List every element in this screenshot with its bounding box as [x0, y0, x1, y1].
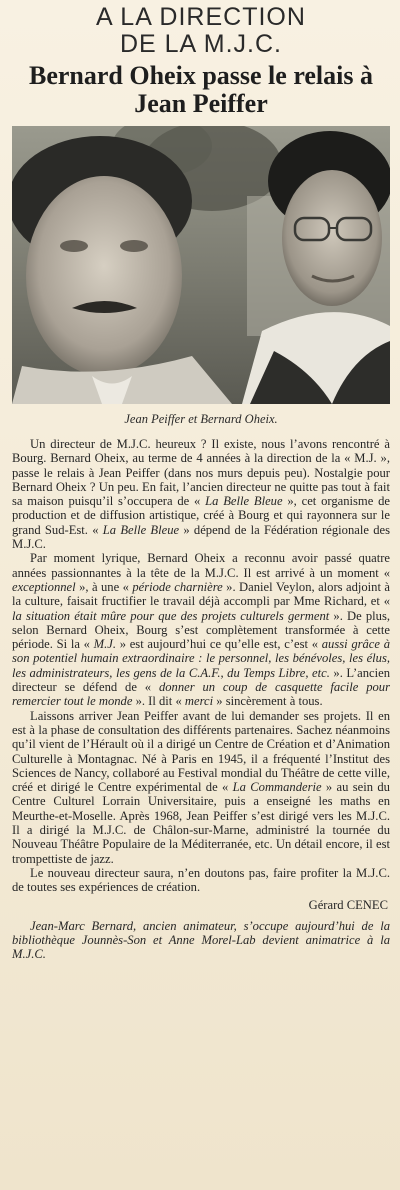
paragraph-2: Par moment lyrique, Bernard Oheix a reconnu avoir passé quatre années passionnantes à la tête de la M.J.C. Il est arrivé à un moment « exceptionnel », à une « période charnière ». Daniel Veylon, alors adjoint à la culture, faisait fructifier le travail déjà accompli par Mme Richard, et « la situation était mûre pour que des projets culturels germent ». De plus, selon Bernard Oheix, Bourg s’est complètement transformée à cette période. Si la « M.J. » est aujourd’hui ce qu’elle est, c’est « aussi grâce à son potentiel humain extraordinaire : le personnel, les bénévoles, les élus, les administrateurs, les gens de la C.A.F., du Temps Libre, etc. ». L’ancien directeur se défend de « donner un coup de casquette facile pour remercier tout le monde ». Il dit « merci » sincèrement à tous.: [12, 551, 390, 709]
photo-caption: Jean Peiffer et Bernard Oheix.: [124, 412, 278, 426]
quoted-phrase: merci: [184, 694, 214, 709]
paragraph-3: Laissons arriver Jean Peiffer avant de lui demander ses projets. Il en est à la phase de consultation des différents partenaires. Sachez néanmoins qu’il vient de l’Hérault où il a dirigé un Centre de Création et d’Animation Culturelle à Montagnac. Né à Paris en 1945, il a fréquenté l’Institut des Sciences de Nancy, collaboré au Festival mondial du Théâtre de cette ville, créé et dirigé le Centre expérimental de « La Commanderie » au sein du Centre Culturel Lorrain Universitaire, puis a enseigné les maths en Meurthe-et-Moselle. Après 1968, Jean Peiffer s’est dirigé vers les M.J.C. Il a dirigé la M.J.C. de Châlon-sur-Marne, administré la tournée du Nouveau Théâtre Populaire de la Méditerranée, etc. Un détail encore, il est trompettiste de jazz.: [12, 708, 390, 866]
quoted-phrase: donner un coup de casquette facile pour remercier tout le monde: [12, 680, 390, 709]
quoted-phrase: la situation était mûre pour que des projets culturels germent: [12, 608, 330, 623]
quoted-phrase: aussi grâce à son potentiel humain extraordinaire : le personnel, les bénévoles, les élus, les administrateurs, les gens de la C.A.F., du Temps Libre, etc.: [12, 637, 390, 680]
paragraph-4: Le nouveau directeur saura, n’en doutons pas, faire profiter la M.J.C. de toutes ses expériences de création.: [12, 865, 390, 895]
author-signature: Gérard CENEC: [308, 897, 388, 912]
quoted-phrase: La Belle Bleue: [102, 522, 180, 537]
kicker-line-1: A LA DIRECTION: [96, 3, 306, 31]
headline: Bernard Oheix passe le relais à Jean Peiffer: [28, 61, 373, 118]
paragraph-1: Un directeur de M.J.C. heureux ? Il existe, nous l’avons rencontré à Bourg. Bernard Oheix, au terme de 4 années à la direction de la « M.J. », passe le relais à Jean Peiffer (dans nos murs depuis peu). Nostalgie pour Bernard Oheix ? Un peu. En fait, l’ancien directeur ne quitte pas tout à fait sa maison puisqu’il s’occupera de « La Belle Bleue », cet organisme de production et de diffusion artistique, créé à Bourg et qui rayonnera sur le grand Sud-Est. « La Belle Bleue » dépend de la Fédération régionale des M.J.C.: [12, 437, 390, 552]
kicker-line-2: DE LA M.J.C.: [119, 30, 283, 58]
quoted-phrase: M.J.: [93, 637, 116, 652]
quoted-phrase: La Belle Bleue: [205, 494, 283, 509]
article-body: [12, 437, 390, 895]
portrait-photo: [12, 126, 390, 404]
footnote: Jean-Marc Bernard, ancien animateur, s’occupe aujourd’hui de la bibliothèque Jounnès-Son et Anne Morel-Lab devient animatrice à la M.J.C.: [12, 918, 390, 962]
quoted-phrase: exceptionnel: [12, 579, 76, 594]
quoted-phrase: période charnière: [132, 579, 223, 594]
quoted-phrase: La Commanderie: [232, 780, 322, 795]
